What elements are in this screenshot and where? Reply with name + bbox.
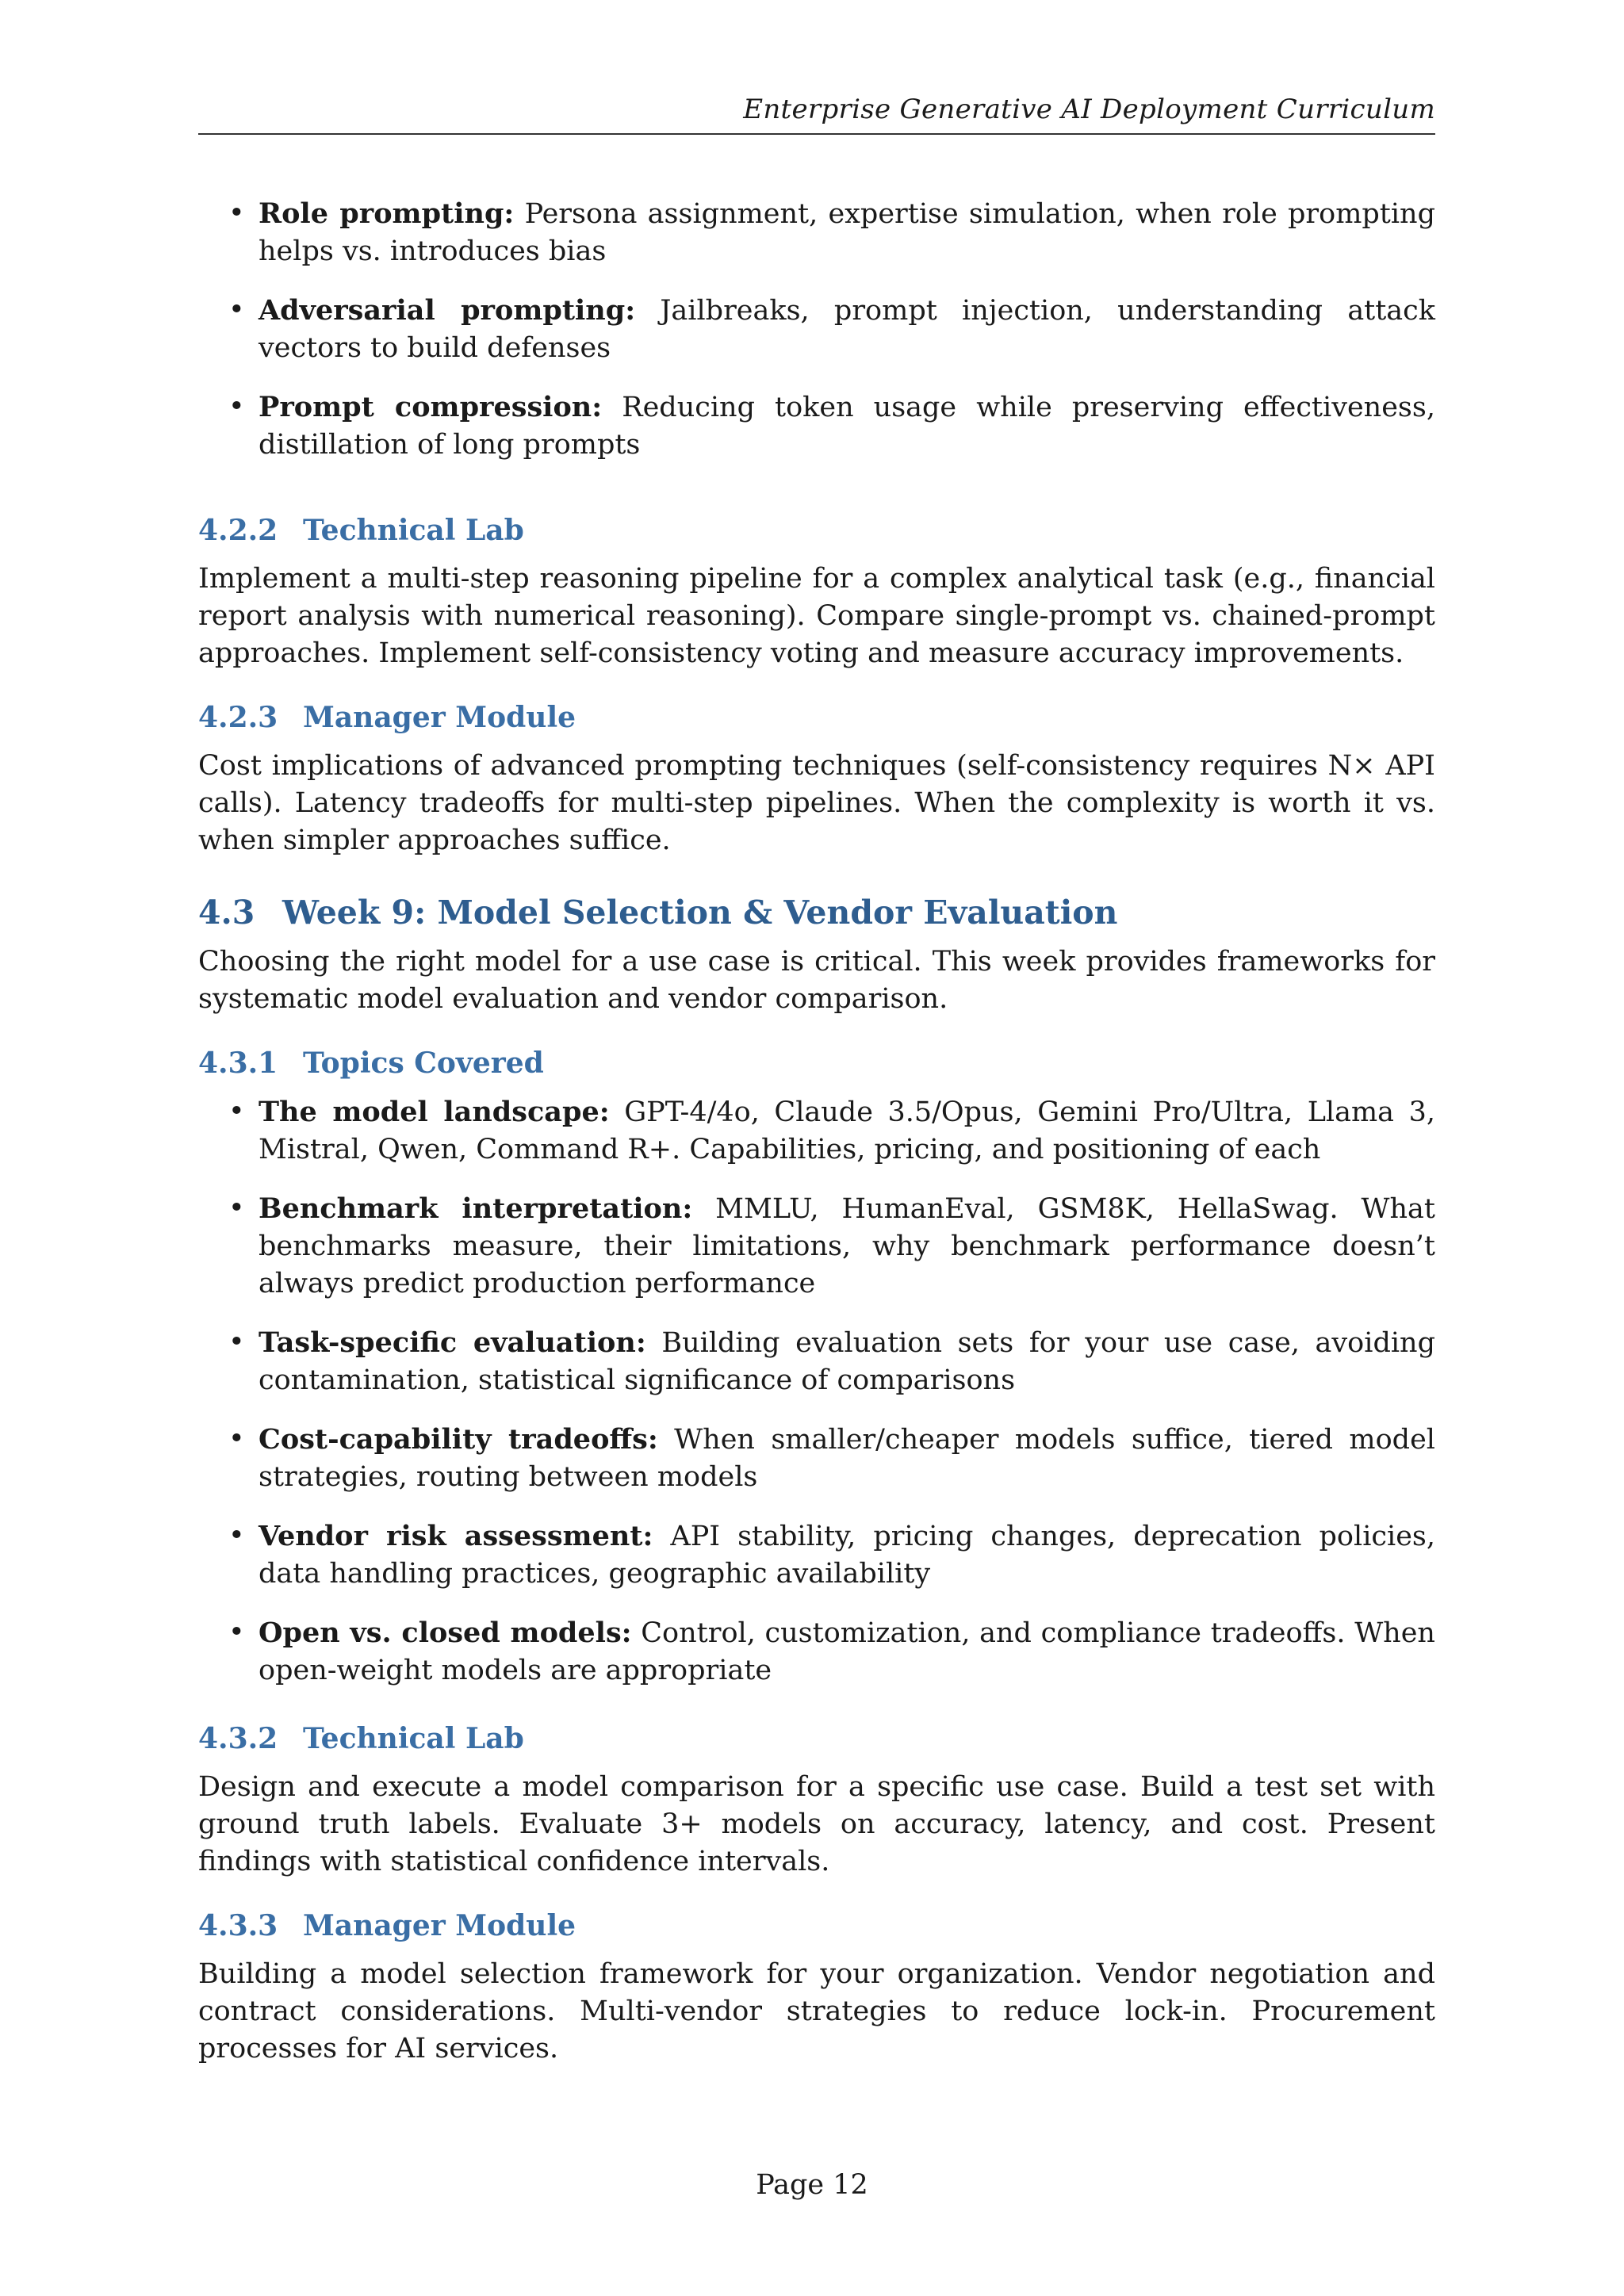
list-item-text: API stability, pricing changes, deprecation policies, data handling practices, geographic availability xyxy=(259,1521,1435,1590)
list-item xyxy=(198,1324,1435,1399)
section-title: Manager Module xyxy=(303,1909,576,1942)
section-title: Manager Module xyxy=(303,701,576,734)
list-item-text: Building evaluation sets for your use case, avoiding contamination, statistical significance of comparisons xyxy=(259,1327,1435,1396)
list-item-term: Cost-capability tradeoffs: xyxy=(259,1423,658,1456)
list-item xyxy=(198,1421,1435,1496)
list-item-term: Vendor risk assessment: xyxy=(259,1520,653,1552)
list-item-text: GPT-4/4o, Claude 3.5/Opus, Gemini Pro/Ultra, Llama 3, Mistral, Qwen, Command R+. Capabilities, pricing, and positioning of each xyxy=(259,1096,1435,1165)
bullet-icon: • xyxy=(228,1423,245,1455)
bullet-list-topics xyxy=(198,1093,1435,1689)
section-heading-4-3 xyxy=(198,893,1435,932)
list-item xyxy=(198,1190,1435,1303)
bullet-icon: • xyxy=(228,1326,245,1358)
paragraph: Implement a multi-step reasoning pipeline for a complex analytical task (e.g., financial report analysis with numerical reasoning). Compare single-prompt vs. chained-prompt approaches. Implement self-consistency voting and measure accuracy improvements. xyxy=(198,563,1435,669)
list-item xyxy=(198,1093,1435,1169)
list-item-text: Reducing token usage while preserving effectiveness, distillation of long prompts xyxy=(259,392,1435,461)
section-number: 4.3.2 xyxy=(198,1722,278,1755)
bullet-icon: • xyxy=(228,1192,245,1224)
list-item-term: Role prompting: xyxy=(259,197,515,230)
paragraph: Design and execute a model comparison for a specific use case. Build a test set with ground truth labels. Evaluate 3+ models on accuracy, latency, and cost. Present findings with statistical confidence intervals. xyxy=(198,1771,1435,1877)
page-content xyxy=(198,195,1435,2068)
page-number: Page 12 xyxy=(756,2169,868,2201)
section-title: Week 9: Model Selection & Vendor Evaluation xyxy=(282,894,1118,932)
section-number: 4.3.3 xyxy=(198,1909,278,1942)
list-item xyxy=(198,1517,1435,1593)
list-item-text: Persona assignment, expertise simulation, when role prompting helps vs. introduces bias xyxy=(259,198,1436,267)
paragraph: Building a model selection framework for your organization. Vendor negotiation and contract considerations. Multi-vendor strategies to reduce lock-in. Procurement processes for AI services. xyxy=(198,1958,1435,2064)
section-title: Technical Lab xyxy=(303,1722,524,1755)
list-item xyxy=(198,195,1435,270)
list-item-text: When smaller/cheaper models suffice, tiered model strategies, routing between models xyxy=(259,1424,1435,1493)
section-title: Topics Covered xyxy=(303,1047,544,1080)
list-item-text: Jailbreaks, prompt injection, understanding attack vectors to build defenses xyxy=(259,295,1435,364)
bullet-icon: • xyxy=(228,1617,245,1648)
bullet-icon: • xyxy=(228,294,245,326)
subsection-heading-4-2-3 xyxy=(198,699,1435,737)
list-item-term: Task-specific evaluation: xyxy=(259,1326,646,1359)
bullet-icon: • xyxy=(228,197,245,229)
list-item xyxy=(198,388,1435,464)
subsection-heading-4-2-2 xyxy=(198,512,1435,549)
bullet-icon: • xyxy=(228,1520,245,1552)
section-title: Technical Lab xyxy=(303,514,524,547)
list-item-text: Control, customization, and compliance tradeoffs. When open-weight models are appropriate xyxy=(259,1617,1435,1686)
subsection-heading-4-3-1 xyxy=(198,1045,1435,1082)
section-number: 4.2.2 xyxy=(198,514,278,547)
header-rule xyxy=(198,133,1435,135)
list-item-text: MMLU, HumanEval, GSM8K, HellaSwag. What benchmarks measure, their limitations, why benchmark performance doesn’t always predict production performance xyxy=(259,1193,1435,1299)
list-item-term: Open vs. closed models: xyxy=(259,1617,632,1649)
paragraph: Cost implications of advanced prompting techniques (self-consistency requires N× API calls). Latency tradeoffs for multi-step pipelines. When the complexity is worth it vs. when simpler approaches suffice. xyxy=(198,750,1435,856)
list-item xyxy=(198,292,1435,367)
list-item-term: Benchmark interpretation: xyxy=(259,1192,693,1225)
bullet-icon: • xyxy=(228,391,245,423)
subsection-heading-4-3-2 xyxy=(198,1720,1435,1758)
section-number: 4.2.3 xyxy=(198,701,278,734)
section-number: 4.3 xyxy=(198,894,255,932)
paragraph: Choosing the right model for a use case is critical. This week provides frameworks for systematic model evaluation and vendor comparison. xyxy=(198,946,1435,1015)
running-header: Enterprise Generative AI Deployment Curriculum xyxy=(743,94,1435,125)
subsection-heading-4-3-3 xyxy=(198,1908,1435,1945)
list-item-term: Adversarial prompting: xyxy=(259,294,636,327)
bullet-icon: • xyxy=(228,1096,245,1127)
list-item xyxy=(198,1614,1435,1689)
section-number: 4.3.1 xyxy=(198,1047,278,1080)
bullet-list-prompting xyxy=(198,195,1435,464)
list-item-term: Prompt compression: xyxy=(259,391,603,423)
list-item-term: The model landscape: xyxy=(259,1096,610,1128)
